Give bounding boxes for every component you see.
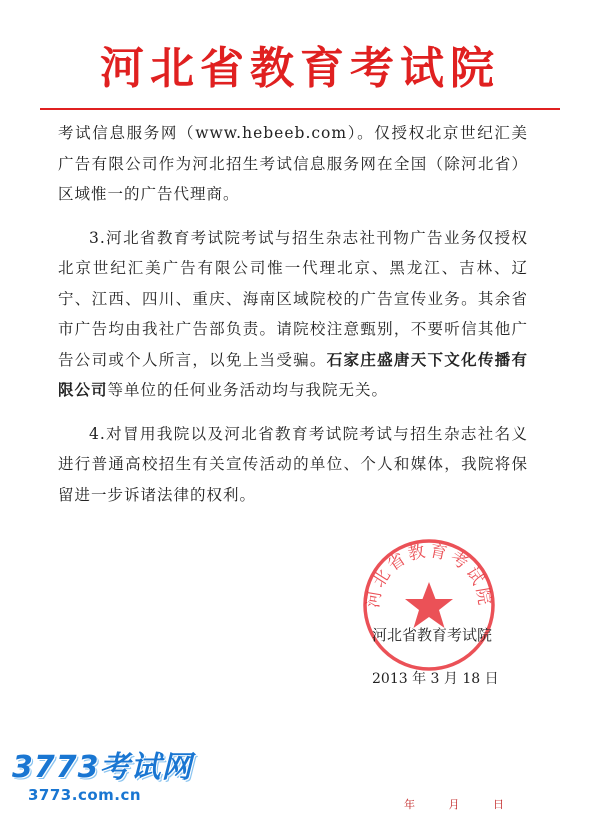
footer-month-label: 月 (448, 798, 461, 811)
watermark-url: 3773.com.cn (28, 786, 142, 804)
footer-date-fields (404, 796, 533, 812)
seal-star-icon (405, 582, 453, 628)
letterhead-divider (40, 108, 560, 110)
letterhead-title: 河北省教育考试院 (100, 43, 500, 94)
seal-text: 河北省教育考试院 (363, 541, 495, 610)
paragraph-3-tail: 等单位的任何业务活动均与我院无关。 (107, 381, 389, 399)
document-body (58, 118, 528, 523)
paragraph-3-text: 3.河北省教育考试院考试与招生杂志社刊物广告业务仅授权北京世纪汇美广告有限公司惟一代理北京、黑龙江、吉林、辽宁、江西、四川、重庆、海南区域院校的广告宣传业务。其余省市广告均由我社广告部负责。请院校注意甄别，不要听信其他广告公司或个人所言，以免上当受骗。 (58, 228, 528, 369)
official-seal (360, 536, 498, 674)
signature-date: 2013 年 3 月 18 日 (372, 671, 499, 687)
paragraph-1: 考试信息服务网（www.hebeeb.com）。仅授权北京世纪汇美广告有限公司作为河北招生考试信息服务网在全国（除河北省）区域惟一的广告代理商。 (58, 124, 528, 203)
paragraph-4: 4.对冒用我院以及河北省教育考试院考试与招生杂志社名义进行普通高校招生有关宣传活动的单位、个人和媒体，我院将保留进一步诉诸法律的权利。 (58, 424, 528, 504)
letterhead (0, 44, 600, 94)
footer-year-label: 年 (404, 798, 416, 811)
signature-org: 河北省教育考试院 (372, 626, 493, 644)
footer-day-label: 日 (493, 798, 505, 811)
watermark-logo: 3773考试网 (12, 750, 193, 785)
paragraph-3 (58, 223, 528, 406)
paragraph-3-company-name: 石家庄盛唐天下文化传播有限公司 (58, 349, 528, 399)
site-watermark (12, 752, 193, 804)
